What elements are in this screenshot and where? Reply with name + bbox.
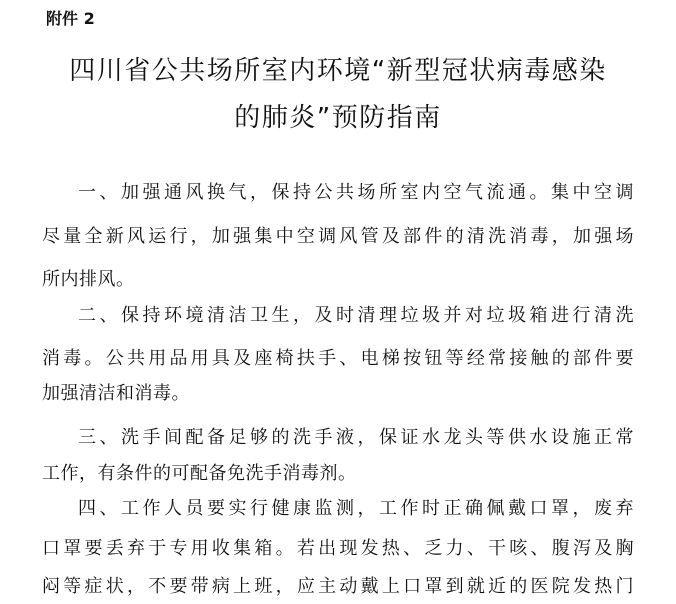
section-1-line-1: 一、加强通风换气，保持公共场所室内空气流通。集中空调 xyxy=(78,182,634,203)
section-1-line-3: 所内排风。 xyxy=(42,269,135,290)
section-4-line-2: 口罩要丢弃于专用收集箱。若出现发热、乏力、干咳、腹泻及胸 xyxy=(42,538,634,559)
section-4-line-3: 闷等症状，不要带病上班，应主动戴上口罩到就近的医院发热门 xyxy=(42,576,634,597)
section-2-line-1: 二、保持环境清洁卫生，及时清理垃圾并对垃圾箱进行清洗 xyxy=(78,305,634,326)
section-3-line-1: 三、洗手间配备足够的洗手液，保证水龙头等供水设施正常 xyxy=(78,427,634,448)
section-1-line-2: 尽量全新风运行，加强集中空调风管及部件的清洗消毒，加强场 xyxy=(42,226,634,247)
title-line-2: 的肺炎”预防指南 xyxy=(234,103,442,133)
section-3-line-2: 工作，有条件的可配备免洗手消毒剂。 xyxy=(42,463,357,484)
title-line-1: 四川省公共场所室内环境“新型冠状病毒感染 xyxy=(69,56,607,86)
section-2-line-3: 加强清洁和消毒。 xyxy=(42,383,190,404)
section-2-line-2: 消毒。公共用品用具及座椅扶手、电梯按钮等经常接触的部件要 xyxy=(42,348,634,369)
section-4-line-1: 四、工作人员要实行健康监测，工作时正确佩戴口罩，废弃 xyxy=(78,498,634,519)
attachment-label: 附件 2 xyxy=(46,9,95,28)
